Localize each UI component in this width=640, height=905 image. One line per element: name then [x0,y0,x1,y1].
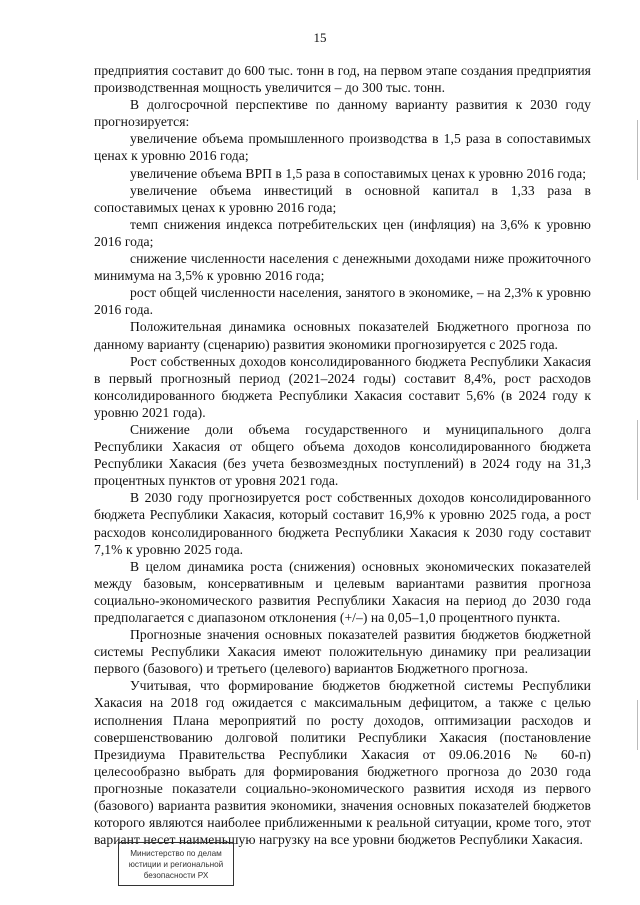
paragraph: увеличение объема инвестиций в основной капитал в 1,33 раза в сопоставимых ценах к уровню 2016 года; [94,182,591,215]
paragraph: Снижение доли объема государственного и муниципального долга Республики Хакасия от общего объема доходов консолидированного бюджета Республики Хакасия (без учета безвозмездных поступлений) в 2024 году на 31,3 процентных пунктов от уровня 2021 года. [94,421,591,489]
registration-stamp [118,842,234,886]
paragraph: предприятия составит до 600 тыс. тонн в год, на первом этапе создания предприятия производственная мощность увеличится – до 300 тыс. тонн. [94,63,591,96]
paragraph: Прогнозные значения основных показателей развития бюджетов бюджетной системы Республики Хакасия имеют положительную динамику при реализации первого (базового) и третьего (целевого) вариантов Бюджетного прогноза. [94,627,591,677]
paragraph: увеличение объема ВРП в 1,5 раза в сопоставимых ценах к уровню 2016 года; [130,165,587,181]
paragraph: темп снижения индекса потребительских цен (инфляция) на 3,6% к уровню 2016 года; [94,216,591,249]
paragraph: снижение численности населения с денежными доходами ниже прожиточного минимума на 3,5% к уровню 2016 года; [94,251,591,284]
paragraph: В долгосрочной перспективе по данному варианту развития к 2030 году прогнозируется: [94,97,591,130]
stamp-line: безопасности РХ [143,870,209,880]
paragraph: увеличение объема промышленного производства в 1,5 раза в сопоставимых ценах к уровню 2016 года; [94,131,591,164]
paragraph: Положительная динамика основных показателей Бюджетного прогноза по данному варианту (сценарию) развития экономики прогнозируется с 2025 года. [94,319,591,352]
scan-edge-mark [637,420,638,500]
scan-edge-mark [637,120,638,180]
paragraph: В целом динамика роста (снижения) основных экономических показателей между базовым, консервативным и целевым вариантами развития прогноза социально-экономического развития Республики Хакасия на период до 2030 года предполагается с диапазоном отклонения (+/–) на 0,05–1,0 процентного пункта. [94,558,591,625]
stamp-line: Министерство по делам [130,848,222,858]
document-body [94,62,591,848]
page-number: 15 [313,30,327,45]
paragraph: В 2030 году прогнозируется рост собственных доходов консолидированного бюджета Республики Хакасия, который составит 16,9% к уровню 2025 года, а рост расходов консолидированного бюджета Республики Хакасия к 2030 году составит 7,1% к уровню 2025 года. [94,490,591,557]
paragraph: Рост собственных доходов консолидированного бюджета Республики Хакасия в первый прогнозный период (2021–2024 годы) составит 8,4%, рост расходов консолидированного бюджета Республики Хакасия составит 5,6% (в 2024 году к уровню 2021 года). [94,353,591,420]
stamp-line: юстиции и региональной [128,859,224,869]
paragraph: Учитывая, что формирование бюджетов бюджетной системы Республики Хакасия на 2018 год ожидается с максимальным дефицитом, а также с целью исполнения Плана мероприятий по росту доходов, оптимизации расходов и совершенствованию долговой политики Республики Хакасия (постановление Президиума Правительства Республики Хакасия от 09.06.2016 № 60-п) целесообразно выбрать для формирования бюджетного прогноза до 2030 года прогнозные показатели социально-экономического развития исходя из первого (базового) варианта развития экономики, значения основных показателей бюджетов которого являются наиболее приближенными к реальной ситуации, кроме того, этот вариант несет наименьшую нагрузку на все уровни бюджетов Республики Хакасия. [94,678,591,848]
paragraph: рост общей численности населения, занятого в экономике, – на 2,3% к уровню 2016 года. [94,285,591,318]
scan-edge-mark [637,700,638,750]
